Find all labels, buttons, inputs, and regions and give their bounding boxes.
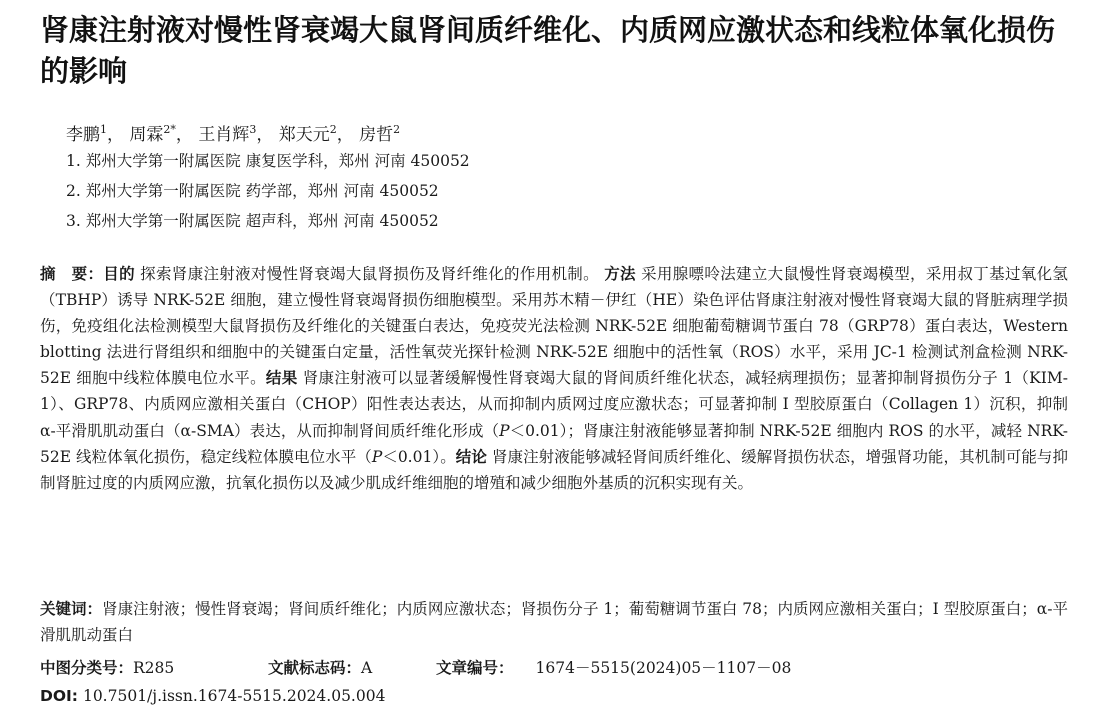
conclusion-label: 结论 bbox=[455, 447, 487, 466]
keywords-text: 肾康注射液；慢性肾衰竭；肾间质纤维化；内质网应激状态；肾损伤分子 1；葡萄糖调节蛋白 78；内质网应激相关蛋白；I 型胶原蛋白；α-平滑肌肌动蛋白 bbox=[40, 600, 1068, 644]
doc-code-value: A bbox=[361, 659, 373, 677]
author: 李鹏$^1$ bbox=[66, 123, 107, 145]
author: 郑天元$^2$ bbox=[278, 123, 337, 145]
doi-value[interactable]: 10.7501/j.issn.1674-5515.2024.05.004 bbox=[82, 687, 386, 705]
author: 周霖$^{2*}$ bbox=[129, 123, 176, 145]
purpose-label: 目的 bbox=[103, 265, 135, 283]
p-value-symbol: P bbox=[499, 421, 510, 440]
clc-value: R285 bbox=[133, 659, 175, 677]
results-text: ＜0.01）；肾康注射液能够显著抑制 NRK-52E 细胞内 ROS 的水平，减轻 NRK-52E 线粒体氧化损伤，稳定线粒体膜电位水平（ bbox=[40, 421, 1068, 466]
keywords bbox=[40, 596, 1068, 648]
author-list: 李鹏$^1$， 周霖$^{2*}$， 王肖辉$^3$， 郑天元$^2$， 房哲$^2$ bbox=[66, 123, 401, 145]
article-number-value: 1674－5515(2024)05－1107－08 bbox=[535, 659, 792, 677]
abstract-label: 摘 要： bbox=[40, 265, 104, 283]
affiliation: 3. 郑州大学第一附属医院 超声科，郑州 河南 450052 bbox=[66, 212, 439, 230]
abstract bbox=[40, 261, 1068, 496]
paper-title: 肾康注射液对慢性肾衰竭大鼠肾间质纤维化、内质网应激状态和线粒体氧化损伤的影响 bbox=[40, 13, 1056, 88]
methods-text: 采用腺嘌呤法建立大鼠慢性肾衰竭模型，采用叔丁基过氧化氢（TBHP）诱导 NRK-52E 细胞，建立慢性肾衰竭肾损伤细胞模型。采用苏木精－伊红（HE）染色评估肾康注射液对慢性肾衰竭大鼠的肾脏病理学损伤，免疫组化法检测模型大鼠肾损伤及纤维化的关键蛋白表达，免疫荧光法检测 NRK-52E 细胞葡萄糖调节蛋白 78（GRP78）蛋白表达，Western blotting 法进行肾组织和细胞中的关键蛋白定量，活性氧荧光探针检测 NRK-52E 细胞中的活性氧（ROS）水平，采用 JC-1 检测试剂盒检测 NRK-52E 细胞中线粒体膜电位水平。 bbox=[40, 265, 1068, 388]
p-value-symbol: P bbox=[371, 447, 383, 466]
article-number-label: 文章编号： bbox=[436, 659, 514, 677]
classification-line bbox=[40, 656, 1080, 680]
purpose-text: 探索肾康注射液对慢性肾衰竭大鼠肾损伤及肾纤维化的作用机制。 bbox=[140, 265, 599, 283]
clc-label: 中图分类号： bbox=[40, 659, 134, 677]
keywords-label: 关键词： bbox=[40, 600, 103, 618]
methods-label: 方法 bbox=[604, 265, 636, 283]
results-text: 肾康注射液可以显著缓解慢性肾衰竭大鼠的肾间质纤维化状态，减轻病理损伤；显著抑制肾损伤分子 1（KIM-1）、GRP78、内质网应激相关蛋白（CHOP）阳性表达表达，从而抑制内质网过度应激状态；可显著抑制 I 型胶原蛋白（Collagen 1）沉积，抑制 α-平滑肌肌动蛋白（α-SMA）表达，从而抑制肾间质纤维化形成（ bbox=[40, 369, 1068, 440]
author: 王肖辉$^3$ bbox=[198, 123, 257, 145]
doi bbox=[40, 684, 385, 708]
conclusion-text: 肾康注射液能够减轻肾间质纤维化、缓解肾损伤状态，增强肾功能，其机制可能与抑制肾脏过度的内质网应激，抗氧化损伤以及减少肌成纤维细胞的增殖和减少细胞外基质的沉积实现有关。 bbox=[40, 447, 1068, 492]
affiliation: 1. 郑州大学第一附属医院 康复医学科，郑州 河南 450052 bbox=[66, 152, 470, 170]
affiliation-list bbox=[66, 151, 470, 241]
author: 房哲$^2$ bbox=[359, 123, 401, 145]
results-label: 结果 bbox=[265, 369, 298, 388]
results-text: ＜0.01）。 bbox=[382, 447, 456, 466]
doc-code-label: 文献标志码： bbox=[268, 659, 362, 677]
doi-label: DOI: bbox=[40, 687, 79, 705]
affiliation: 2. 郑州大学第一附属医院 药学部，郑州 河南 450052 bbox=[66, 182, 439, 200]
